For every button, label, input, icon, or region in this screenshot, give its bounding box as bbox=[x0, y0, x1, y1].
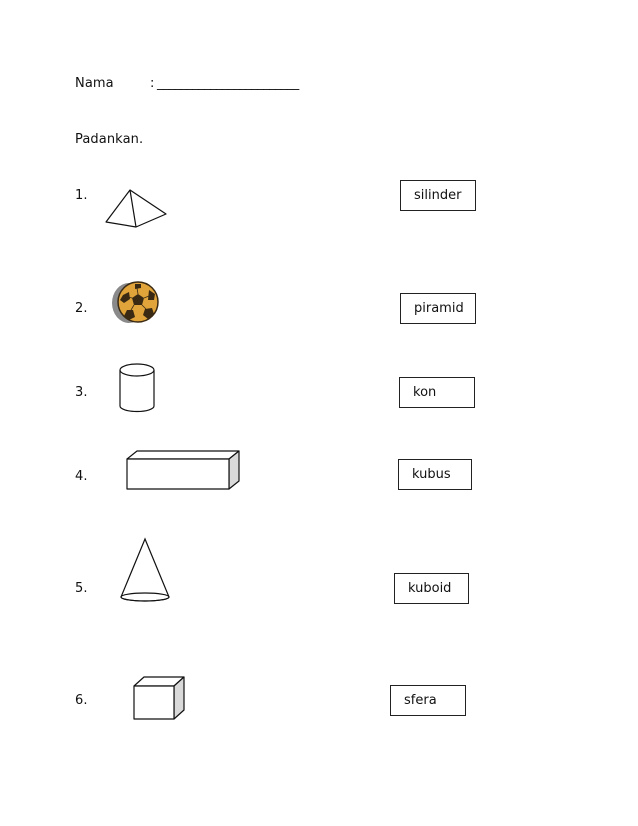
answer-box-sfera bbox=[390, 685, 466, 716]
answer-label: silinder bbox=[414, 188, 462, 203]
question-number-3: 3. bbox=[75, 385, 88, 400]
question-number-4: 4. bbox=[75, 469, 88, 484]
cylinder-icon bbox=[116, 360, 158, 416]
answer-box-piramid bbox=[400, 293, 476, 324]
answer-box-silinder bbox=[400, 180, 476, 211]
question-number-6: 6. bbox=[75, 693, 88, 708]
instruction-text: Padankan. bbox=[75, 132, 144, 147]
answer-label: kon bbox=[413, 385, 437, 400]
nama-blank: ________________________ bbox=[157, 76, 299, 91]
question-number-2: 2. bbox=[75, 301, 88, 316]
answer-label: kubus bbox=[412, 467, 451, 482]
cube-icon bbox=[131, 674, 187, 722]
answer-box-kuboid bbox=[394, 573, 469, 604]
nama-colon: : bbox=[150, 76, 155, 91]
answer-label: kuboid bbox=[408, 581, 452, 596]
nama-label: Nama bbox=[75, 76, 114, 91]
sphere-ball-icon bbox=[107, 280, 163, 328]
answer-box-kubus bbox=[398, 459, 472, 490]
cuboid-icon bbox=[124, 449, 242, 493]
answer-label: sfera bbox=[404, 693, 437, 708]
pyramid-icon bbox=[100, 186, 170, 232]
answer-label: piramid bbox=[414, 301, 464, 316]
question-number-5: 5. bbox=[75, 581, 88, 596]
question-number-1: 1. bbox=[75, 188, 88, 203]
answer-box-kon bbox=[399, 377, 475, 408]
cone-icon bbox=[118, 536, 172, 604]
